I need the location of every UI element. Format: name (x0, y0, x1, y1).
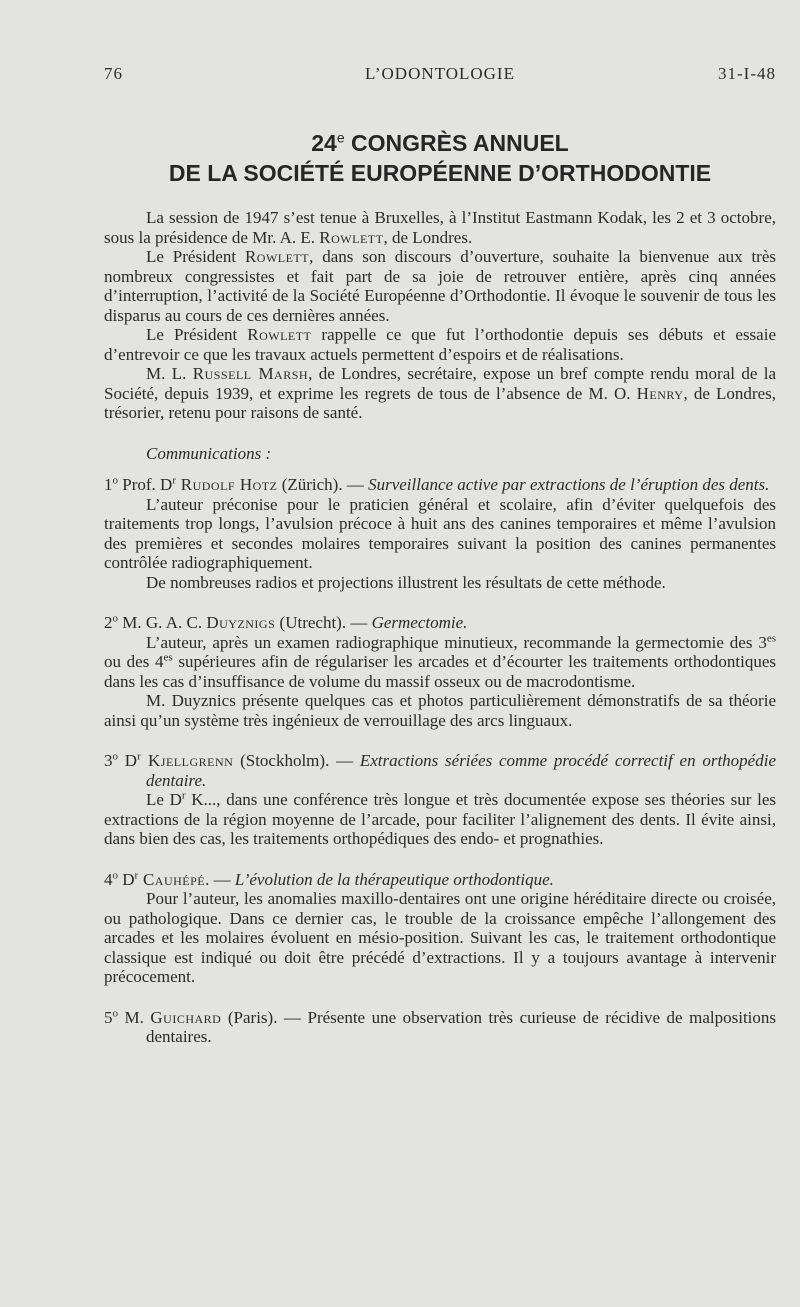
communication-2-paragraph-2: M. Duyznics présente quelques cas et photos particulièrement démonstratifs de sa théorie ainsi qu’un système très ingénieux de verrouillage des arcs linguaux. (104, 691, 776, 730)
communication-2-heading: 2$^o$ M. G. A. C. Duyznigs (Utrecht). — Germectomie. (104, 612, 468, 632)
intro-paragraph-1: La session de 1947 s’est tenue à Bruxelles, à l’Institut Eastmann Kodak, les 2 et 3 octobre, sous la présidence de Mr. A. E. Rowlett, de Londres. (104, 208, 776, 247)
communication-1-paragraph-2: De nombreuses radios et projections illustrent les résultats de cette méthode. (146, 572, 666, 592)
page-number: 76 (104, 64, 123, 83)
communication-1-paragraph-1: L’auteur préconise pour le praticien général et scolaire, afin d’éviter quelquefois des traitements trop longs, l’avulsion précoce à huit ans des canines temporaires et même l’avulsion des premières et secondes molaires temporaires suivant la position des canines permanentes contrôlée radiographiquement. (104, 494, 776, 572)
article-body (104, 208, 776, 1047)
communications-heading: Communications : (146, 443, 272, 463)
communication-3-paragraph-1: Le $D^r$ K..., dans une conférence très longue et très documentée expose ses théories sur les extractions de la région moyenne de l’arcade, pour faciliter l’alignement des dents. Il évite ainsi, dans bien des cas, les traitements orthopédiques des endo- et prognathies. (104, 789, 776, 848)
issue-date: 31-I-48 (718, 64, 776, 83)
article-title (104, 128, 776, 188)
title-line-1: 24e CONGRÈS ANNUEL (311, 129, 569, 156)
communication-5-heading: 5$^o$ M. Guichard (Paris). — Présente une observation très curieuse de récidive de malpositions dentaires. (104, 1006, 777, 1046)
running-head (104, 64, 776, 88)
intro-paragraph-2: Le Président Rowlett, dans son discours d’ouverture, souhaite la bienvenue aux très nombreux congressistes et fait part de sa joie de retrouver entière, après cinq années d’interruption, l’activité de la Société Européenne d’Orthodontie. Il évoque le souvenir de tous les disparus au cours de ces dernières années. (104, 247, 776, 325)
communication-2-paragraph-1: L’auteur, après un examen radiographique minutieux, recommande la germectomie des $3^{es}$ ou des $4^{es}$ supérieures afin de régulariser les arcades et d’écourter les traitements orthodontiques dans les cas d’insuffisance de volume du massif osseux ou de macrodontisme. (104, 631, 776, 691)
communication-4-heading: 4$^o$ $D^r$ Cauhépé. — L’évolution de la thérapeutique orthodontique. (104, 868, 554, 889)
journal-name: L’ODONTOLOGIE (365, 64, 515, 83)
title-line-2: DE LA SOCIÉTÉ EUROPÉENNE D’ORTHODONTIE (168, 160, 712, 186)
intro-paragraph-4: M. L. Russell Marsh, de Londres, secrétaire, expose un bref compte rendu moral de la Société, depuis 1939, et exprime les regrets de tous de l’absence de M. O. Henry, de Londres, trésorier, retenu pour raisons de santé. (104, 364, 777, 422)
communication-1-heading: 1$^o$ Prof. $D^r$ Rudolf Hotz (Zürich). — Surveillance active par extractions de l’éruption des dents. (104, 474, 770, 494)
communication-3-heading: 3$^o$ $D^r$ Kjellgrenn (Stockholm). — Extractions sériées comme procédé correctif en orthopédie dentaire. (104, 750, 776, 790)
intro-paragraph-3: Le Président Rowlett rappelle ce que fut l’orthodontie depuis ses débuts et essaie d’entrevoir ce que les travaux actuels permettent d’espoirs et de réalisations. (104, 325, 776, 364)
communication-4-paragraph-1: Pour l’auteur, les anomalies maxillo-dentaires ont une origine héréditaire directe ou croisée, ou pathologique. Dans ce dernier cas, le trouble de la croissance empêche l’allongement des arcades et les molaires évoluent en mésio-position. Suivant les cas, le traitement orthodontique classique est indiqué ou doit être précédé d’extractions. Il y a toujours avantage à intervenir précocement. (104, 889, 776, 986)
